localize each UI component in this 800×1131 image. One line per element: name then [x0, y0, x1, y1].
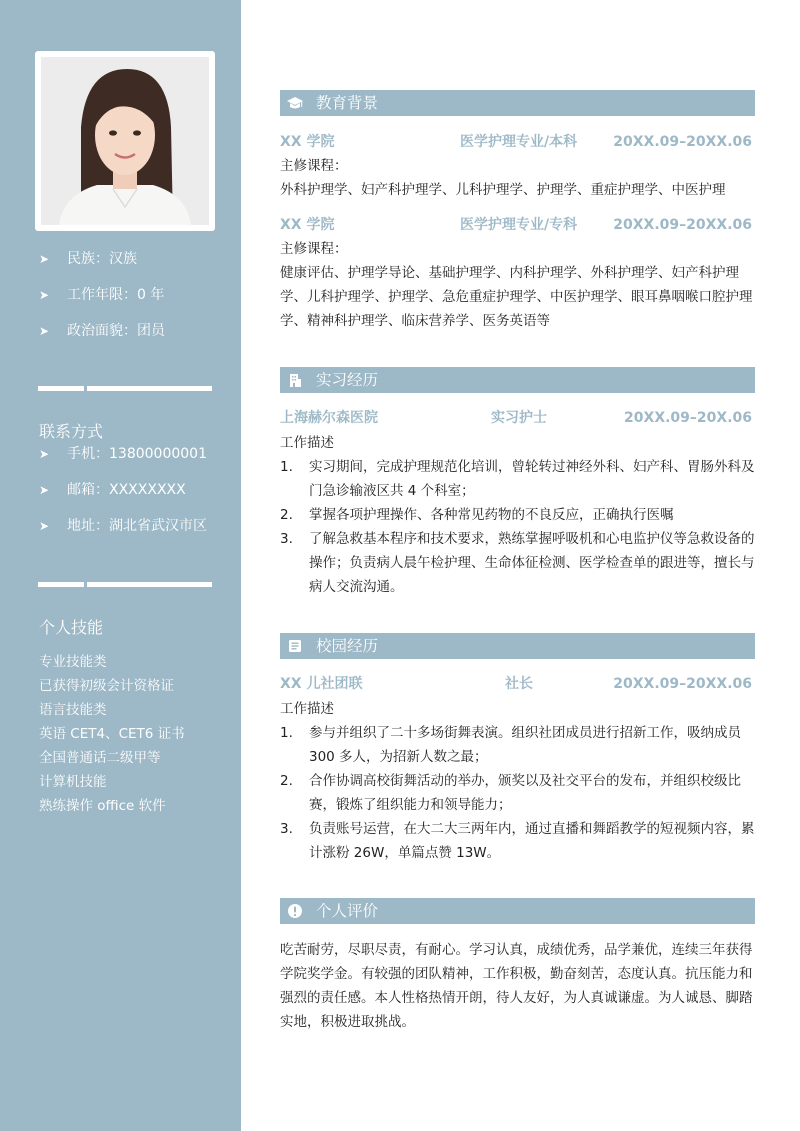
skill-item: 熟练操作 office 软件 — [39, 798, 166, 814]
profile-photo — [41, 57, 209, 225]
campus-header — [280, 674, 752, 694]
section-internship-header — [280, 367, 755, 393]
courses-label: 主修课程： — [280, 241, 348, 257]
list-item: 1. 实习期间，完成护理规范化培训，曾轮转过神经外科、妇产科、胃肠外科及门急诊输液区共 4 个科室； — [280, 459, 755, 499]
section-title: 个人评价 — [316, 902, 379, 920]
skill-item: 语言技能类 — [39, 702, 107, 718]
portrait-illustration — [41, 57, 209, 225]
skill-item: 专业技能类 — [39, 654, 107, 670]
section-title: 实习经历 — [316, 371, 379, 389]
education-entry-2-header — [280, 215, 752, 235]
major: 医学护理专业/专科 — [460, 217, 578, 233]
work-desc-label: 工作描述 — [280, 435, 334, 451]
date-range: 20XX.09–20XX.06 — [613, 134, 752, 150]
sidebar-divider — [38, 582, 212, 587]
list-item: 1. 参与并组织了二十多场街舞表演。组织社团成员进行招新工作，吸纳成员 300 多人，为招新人数之最； — [280, 725, 741, 765]
section-campus-header — [280, 633, 755, 659]
profile-photo-frame — [35, 51, 215, 231]
major: 医学护理专业/本科 — [460, 134, 578, 150]
info-political-status: ➤ 政治面貌：团员 — [39, 323, 165, 339]
arrow-icon: ➤ — [39, 519, 50, 533]
skills-title: 个人技能 — [39, 618, 104, 637]
info-ethnicity: ➤ 民族：汉族 — [39, 251, 137, 267]
courses-text: 健康评估、护理学导论、基础护理学、内科护理学、外科护理学、妇产科护理学、儿科护理学、护理学、急危重症护理学、中医护理学、眼耳鼻咽喉口腔护理学、精神科护理学、临床营养学、医务英语等 — [280, 265, 753, 329]
list-item: 2. 合作协调高校街舞活动的举办，颁奖以及社交平台的发布，并组织校级比赛，锻炼了组织能力和领导能力； — [280, 773, 741, 813]
role: 社长 — [505, 676, 533, 692]
section-evaluation-header — [280, 898, 755, 924]
education-entry-1-header — [280, 132, 752, 152]
internship-list — [280, 455, 760, 599]
building-icon — [287, 372, 303, 388]
date-range: 20XX.09–20X.06 — [624, 410, 752, 426]
skills-list — [39, 650, 239, 818]
section-education-header — [280, 90, 755, 116]
arrow-icon: ➤ — [39, 324, 50, 338]
book-icon — [287, 638, 303, 654]
skill-item: 英语 CET4、CET6 证书 — [39, 726, 185, 742]
graduation-cap-icon — [287, 95, 303, 111]
sidebar — [0, 0, 241, 1131]
date-range: 20XX.09–20XX.06 — [613, 676, 752, 692]
info-work-years: ➤ 工作年限：0 年 — [39, 287, 165, 303]
list-item: 3. 负责账号运营，在大二大三两年内，通过直播和舞蹈教学的短视频内容，累计涨粉 26W，单篇点赞 13W。 — [280, 821, 755, 861]
arrow-icon: ➤ — [39, 288, 50, 302]
section-title: 教育背景 — [316, 94, 379, 112]
date-range: 20XX.09–20XX.06 — [613, 217, 752, 233]
list-item: 2. 掌握各项护理操作、各种常见药物的不良反应，正确执行医嘱 — [280, 507, 674, 523]
courses-label: 主修课程： — [280, 158, 348, 174]
contact-title: 联系方式 — [39, 422, 104, 441]
section-title: 校园经历 — [316, 637, 379, 655]
sidebar-divider — [38, 386, 212, 391]
arrow-icon: ➤ — [39, 483, 50, 497]
organization: XX 儿社团联 — [280, 676, 363, 692]
courses-text: 外科护理学、妇产科护理学、儿科护理学、护理学、重症护理学、中医护理 — [280, 182, 726, 198]
organization: 上海赫尔森医院 — [280, 410, 378, 426]
arrow-icon: ➤ — [39, 252, 50, 266]
info-icon — [287, 903, 303, 919]
arrow-icon: ➤ — [39, 447, 50, 461]
campus-list — [280, 721, 760, 865]
contact-phone: ➤ 手机：13800000001 — [39, 446, 207, 462]
contact-address: ➤ 地址：湖北省武汉市区 — [39, 518, 207, 534]
work-desc-label: 工作描述 — [280, 701, 334, 717]
skill-item: 全国普通话二级甲等 — [39, 750, 161, 766]
skill-item: 已获得初级会计资格证 — [39, 678, 174, 694]
skill-item: 计算机技能 — [39, 774, 107, 790]
evaluation-text: 吃苦耐劳，尽职尽责，有耐心。学习认真，成绩优秀，品学兼优，连续三年获得学院奖学金。有较强的团队精神，工作积极，勤奋刻苦，态度认真。抗压能力和强烈的责任感。本人性格热情开朗，待人友好，为人真诚谦虚。为人诚恳、脚踏实地，积极进取挑战。 — [280, 942, 753, 1030]
list-item: 3. 了解急救基本程序和技术要求，熟练掌握呼吸机和心电监护仪等急救设备的操作；负责病人晨午检护理、生命体征检测、医学检查单的跟进等，擅长与病人交流沟通。 — [280, 531, 755, 595]
internship-header — [280, 408, 752, 428]
school-name: XX 学院 — [280, 217, 335, 233]
school-name: XX 学院 — [280, 134, 335, 150]
contact-email: ➤ 邮箱：XXXXXXXX — [39, 482, 186, 498]
role: 实习护士 — [491, 410, 547, 426]
